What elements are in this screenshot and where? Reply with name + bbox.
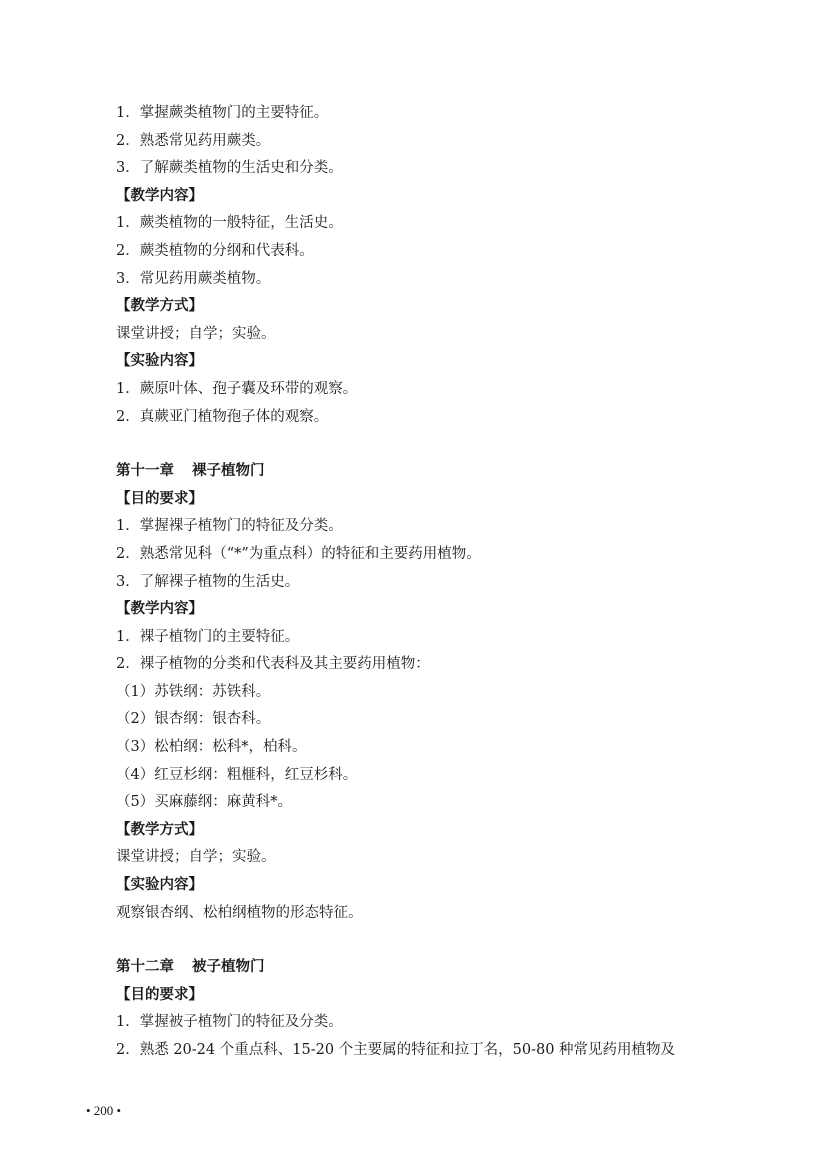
content-subitem: （3）松柏纲：松科*，柏科。 [116,739,307,756]
section-heading-experiment: 【实验内容】 [116,877,203,894]
chapter-heading-11 [116,458,756,486]
objective-item: 3．了解裸子植物的生活史。 [116,573,300,590]
objective-item: 1．掌握被子植物门的特征及分类。 [116,1014,343,1031]
section-heading-teaching-method: 【教学方式】 [116,298,203,315]
teaching-method-text: 课堂讲授；自学；实验。 [116,325,276,342]
content-subitem: （5）买麻藤纲：麻黄科*。 [116,794,292,811]
content-subitem: （2）银杏纲：银杏科。 [116,711,271,728]
content-subitem: （1）苏铁纲：苏铁科。 [116,683,271,700]
experiment-text: 观察银杏纲、松柏纲植物的形态特征。 [116,904,363,921]
section-heading-teaching-content: 【教学内容】 [116,187,203,204]
section-heading-objectives: 【目的要求】 [116,986,203,1003]
content-item: 2．裸子植物的分类和代表科及其主要药用植物： [116,656,430,673]
chapter-title: 被子植物门 [192,959,265,976]
objective-item: 1．掌握裸子植物门的特征及分类。 [116,518,343,535]
content-item: 2．蕨类植物的分纲和代表科。 [116,242,314,259]
content-item: 1．蕨类植物的一般特征，生活史。 [116,215,343,232]
objective-item: 1．掌握蕨类植物门的主要特征。 [116,105,329,121]
objective-item: 2．熟悉 20-24 个重点科、15-20 个主要属的特征和拉丁名，50-80 种常见药用植物及 [116,1042,676,1058]
page-number: • 200 • [86,1103,122,1118]
chapter-number: 第十一章 [116,463,174,480]
section-heading-objectives: 【目的要求】 [116,490,203,507]
content-subitem: （4）红豆杉纲：粗榧科，红豆杉科。 [116,766,358,783]
section-heading-experiment: 【实验内容】 [116,353,203,370]
page-content [116,100,756,1065]
content-item: 1．裸子植物门的主要特征。 [116,628,300,645]
section-heading-teaching-method: 【教学方式】 [116,821,203,838]
teaching-method-text: 课堂讲授；自学；实验。 [116,849,276,866]
objective-item: 3．了解蕨类植物的生活史和分类。 [116,160,343,177]
experiment-item: 1．蕨原叶体、孢子囊及环带的观察。 [116,380,358,397]
content-item: 3．常见药用蕨类植物。 [116,270,271,287]
section-heading-teaching-content: 【教学内容】 [116,601,203,618]
objective-item: 2．熟悉常见药用蕨类。 [116,132,271,149]
chapter-heading-12 [116,954,756,982]
chapter-title: 裸子植物门 [192,463,265,480]
experiment-item: 2．真蕨亚门植物孢子体的观察。 [116,408,329,425]
objective-item: 2．熟悉常见科（“*”为重点科）的特征和主要药用植物。 [116,545,481,562]
chapter-number: 第十二章 [116,959,174,976]
